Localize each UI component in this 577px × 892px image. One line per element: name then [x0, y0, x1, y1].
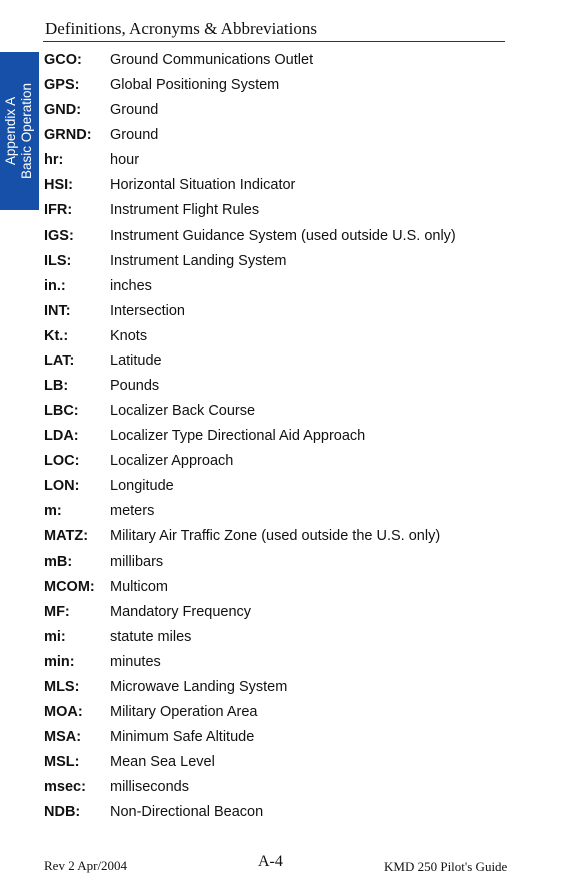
entry-term: IFR: [44, 202, 73, 219]
entry-definition: Non-Directional Beacon [110, 804, 264, 821]
entry-definition: Minimum Safe Altitude [110, 729, 255, 746]
footer-revision: Rev 2 Apr/2004 [44, 858, 128, 873]
entry-term: mB: [44, 553, 73, 570]
entry-definition: statute miles [110, 628, 192, 645]
entry-term: GCO: [44, 52, 82, 68]
entry-definition: Multicom [110, 578, 169, 595]
entry-term: in.: [44, 277, 66, 294]
entry-term: MSL: [44, 754, 80, 771]
entry-definition: Localizer Approach [110, 453, 234, 470]
side-tab-line-1: Appendix A [3, 96, 18, 166]
entry-term: GRND: [44, 127, 92, 144]
entry-definition: Microwave Landing System [110, 678, 288, 695]
entry-term: LB: [44, 378, 69, 395]
entry-term: hr: [44, 152, 64, 169]
entry-definition: Instrument Landing System [110, 252, 287, 269]
entry-term: NDB: [44, 804, 81, 821]
entry-term: LON: [44, 478, 80, 495]
entry-definition: Localizer Type Directional Aid Approach [110, 428, 366, 445]
entry-term: GPS: [44, 77, 80, 94]
entry-term: MF: [44, 603, 70, 620]
entry-definition: Longitude [110, 478, 174, 495]
header-rule [43, 41, 505, 42]
entry-term: MSA: [44, 729, 82, 746]
entry-definition: inches [110, 277, 152, 294]
entry-term: HSI: [44, 177, 73, 194]
entry-definition: Pounds [110, 378, 160, 395]
entry-definition: minutes [110, 653, 161, 670]
side-tab-line-2: Basic Operation [19, 82, 34, 180]
entry-term: m: [44, 503, 62, 520]
entry-definition: Military Operation Area [110, 704, 258, 721]
entry-definition: Intersection [110, 302, 185, 319]
entry-definition: Mean Sea Level [110, 754, 215, 771]
entry-term: Kt.: [44, 327, 69, 344]
entry-term: INT: [44, 302, 71, 319]
section-side-tab-label [3, 83, 35, 179]
entry-definition: Localizer Back Course [110, 403, 256, 420]
entry-definition: Instrument Guidance System (used outside U.S. only) [110, 227, 456, 244]
entry-definition: Latitude [110, 352, 162, 369]
entry-term: IGS: [44, 227, 74, 244]
entry-definition: Military Air Traffic Zone (used outside the U.S. only) [110, 528, 441, 545]
entry-term: MATZ: [44, 528, 89, 545]
entry-definition: meters [110, 503, 155, 520]
entry-definition: milliseconds [110, 779, 189, 796]
entry-term: LDA: [44, 428, 79, 445]
entry-term: MOA: [44, 704, 83, 721]
entry-definition: Instrument Flight Rules [110, 202, 260, 219]
entry-term: LAT: [44, 352, 75, 369]
entry-term: ILS: [44, 252, 72, 269]
entry-term: min: [44, 653, 75, 670]
entry-definition: Mandatory Frequency [110, 603, 252, 620]
page-header-title: Definitions, Acronyms & Abbreviations [45, 19, 317, 38]
entry-definition: Ground [110, 102, 159, 119]
entry-definition: Ground [110, 127, 159, 144]
entry-term: msec: [44, 779, 86, 796]
entry-definition: hour [110, 152, 140, 169]
entry-definition: Knots [110, 327, 148, 344]
entry-term: LBC: [44, 403, 79, 420]
entry-definition: Horizontal Situation Indicator [110, 177, 296, 194]
entry-term: mi: [44, 628, 66, 645]
entry-term: GND: [44, 102, 82, 119]
entry-definition: Global Positioning System [110, 77, 280, 94]
footer-guide-title: KMD 250 Pilot's Guide [384, 859, 508, 874]
entry-definition: millibars [110, 553, 164, 570]
entry-term: LOC: [44, 453, 80, 470]
entry-term: MCOM: [44, 578, 95, 595]
footer-page-number: A-4 [258, 853, 283, 870]
entry-definition: Ground Communications Outlet [110, 52, 314, 68]
entry-term: MLS: [44, 678, 80, 695]
